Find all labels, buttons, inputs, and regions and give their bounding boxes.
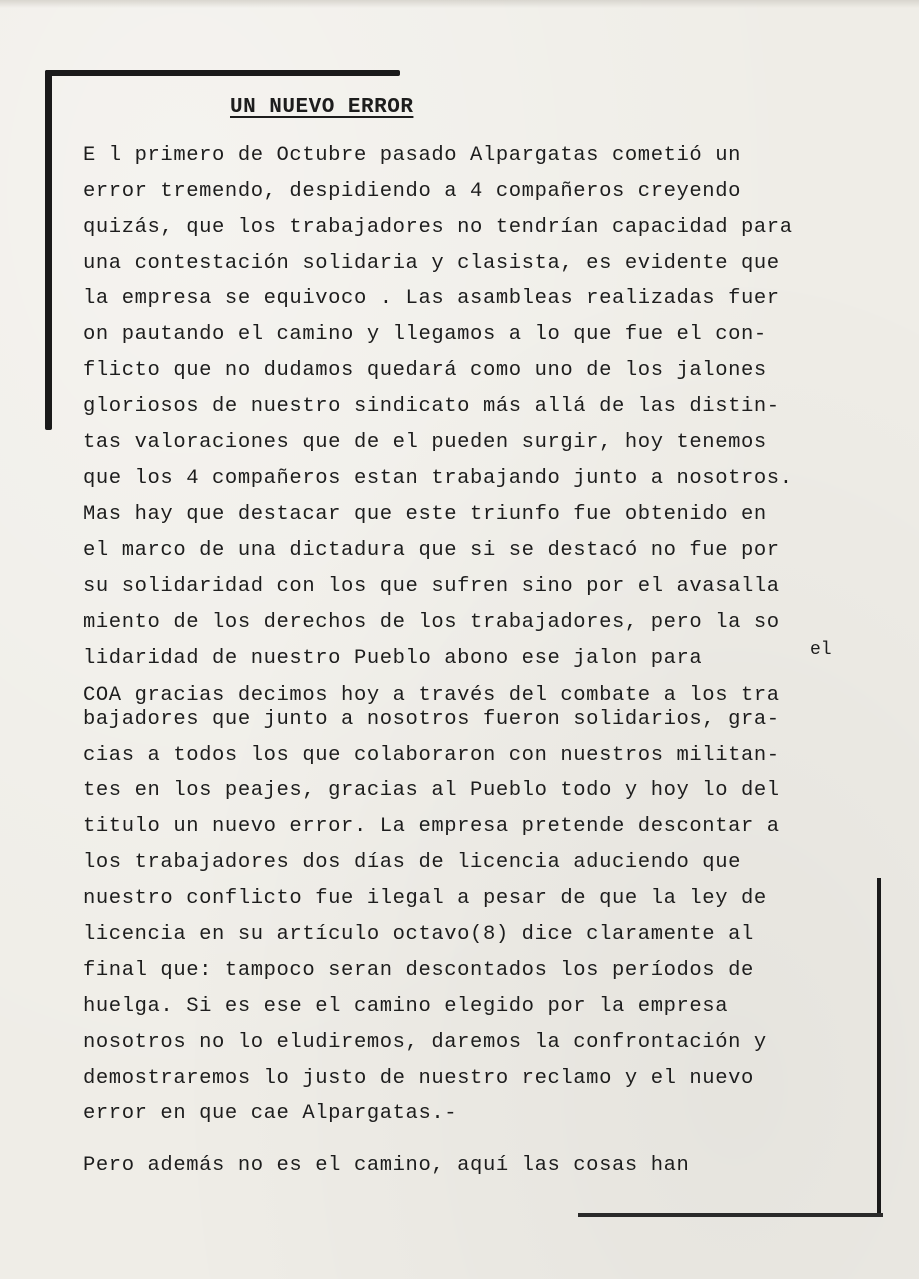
text-line: gloriosos de nuestro sindicato más allá de las distin- (83, 395, 780, 418)
bracket-top-bar (45, 70, 400, 76)
text-line: nosotros no lo eludiremos, daremos la confrontación y (83, 1031, 767, 1054)
text-line: su solidaridad con los que sufren sino por el avasalla (83, 575, 780, 598)
bracket-left-bar (45, 70, 52, 430)
text-line: tes en los peajes, gracias al Pueblo todo y hoy lo del (83, 779, 780, 802)
text-line: E l primero de Octubre pasado Alpargatas cometió un (83, 144, 742, 167)
text-line: final que: tampoco seran descontados los períodos de (83, 959, 754, 982)
text-line: quizás, que los trabajadores no tendrían capacidad para (83, 216, 793, 239)
text-line: titulo un nuevo error. La empresa pretende descontar a (83, 815, 780, 838)
text-line: on pautando el camino y llegamos a lo que fue el con- (83, 323, 767, 346)
text-line: una contestación solidaria y clasista, es evidente que (83, 252, 780, 275)
document-title: UN NUEVO ERROR (230, 96, 414, 119)
text-line: licencia en su artículo octavo(8) dice claramente al (83, 923, 754, 946)
text-line: huelga. Si es ese el camino elegido por la empresa (83, 995, 729, 1018)
text-line: error en que cae Alpargatas.- (83, 1102, 458, 1125)
text-line: nuestro conflicto fue ilegal a pesar de que la ley de (83, 887, 767, 910)
text-line: miento de los derechos de los trabajadores, pero la so (83, 611, 780, 634)
text-line: el marco de una dictadura que si se destacó no fue por (83, 539, 780, 562)
text-line: cias a todos los que colaboraron con nuestros militan- (83, 744, 780, 767)
text-line: bajadores que junto a nosotros fueron solidarios, gra- (83, 708, 780, 731)
text-line: los trabajadores dos días de licencia aduciendo que (83, 851, 742, 874)
bracket-bottom-bar (578, 1213, 883, 1217)
text-line: Mas hay que destacar que este triunfo fue obtenido en (83, 503, 767, 526)
text-line: lidaridad de nuestro Pueblo abono ese jalon para (83, 647, 703, 670)
text-line: la empresa se equivoco . Las asambleas realizadas fuer (83, 287, 780, 310)
text-line: error tremendo, despidiendo a 4 compañeros creyendo (83, 180, 742, 203)
text-line: demostraremos lo justo de nuestro reclamo y el nuevo (83, 1067, 754, 1090)
text-line: que los 4 compañeros estan trabajando junto a nosotros. (83, 467, 793, 490)
text-line: flicto que no dudamos quedará como uno de los jalones (83, 359, 767, 382)
text-line: COA gracias decimos hoy a través del combate a los tra (83, 684, 780, 707)
paper-top-edge (0, 0, 919, 8)
handwritten-insertion: el (810, 640, 832, 660)
bracket-right-bar (877, 878, 881, 1213)
text-line: Pero además no es el camino, aquí las cosas han (83, 1154, 690, 1177)
text-line: tas valoraciones que de el pueden surgir, hoy tenemos (83, 431, 767, 454)
